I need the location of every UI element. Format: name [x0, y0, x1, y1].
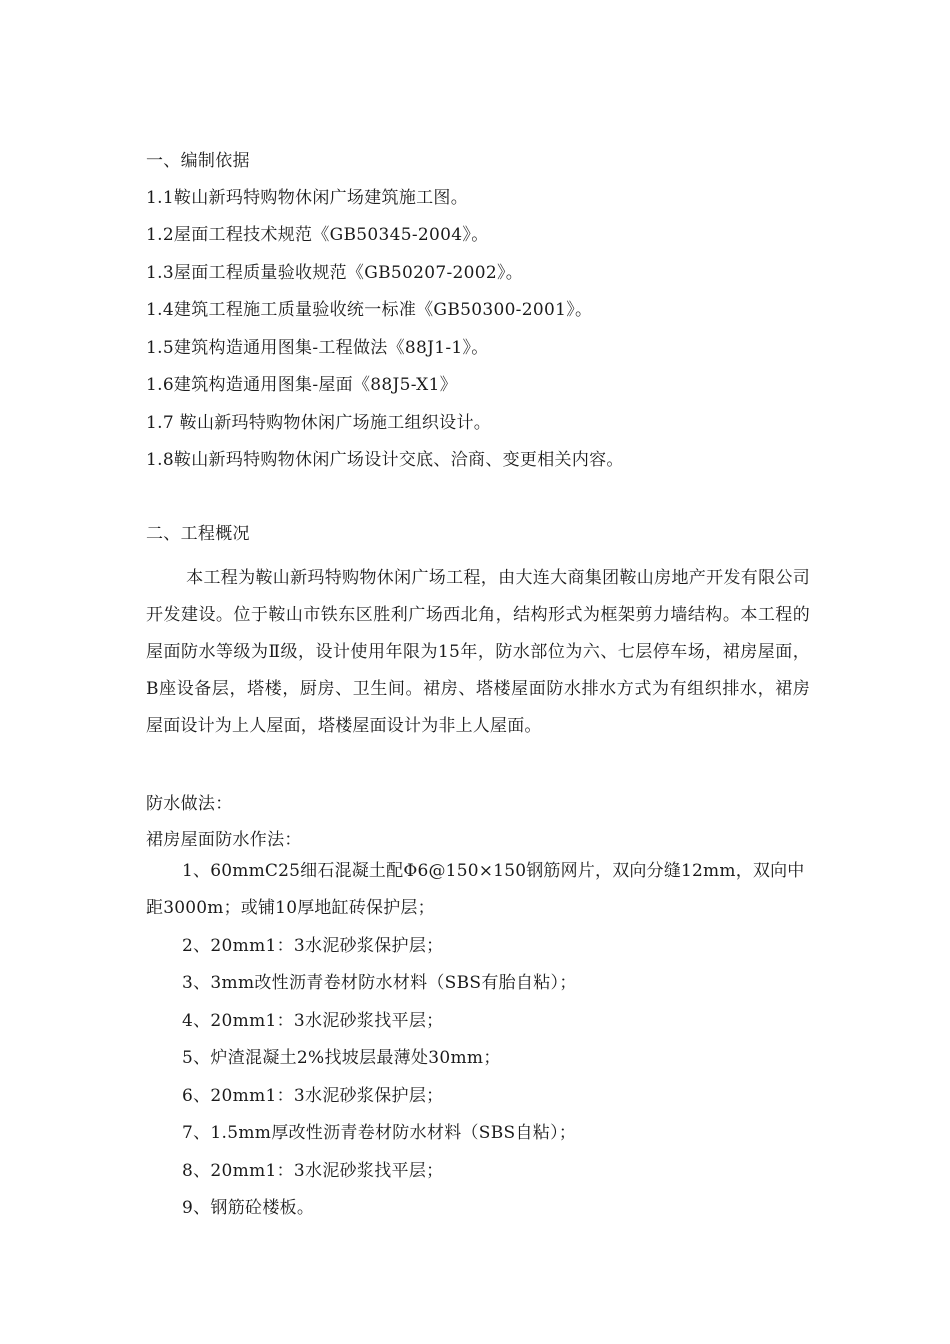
podium-item-text: 1、60mmC25细石混凝土配Φ6@150×150钢筋网片，双向分缝12mm，双向中距3000m；或铺10厚地缸砖保护层；	[146, 861, 805, 918]
basis-item: 1.2屋面工程技术规范《GB50345-2004》。	[146, 225, 489, 245]
basis-item: 1.3屋面工程质量验收规范《GB50207-2002》。	[146, 263, 524, 283]
podium-item: 7、1.5mm厚改性沥青卷材防水材料（SBS自粘）；	[182, 1123, 577, 1143]
basis-item: 1.4建筑工程施工质量验收统一标准《GB50300-2001》。	[146, 300, 593, 320]
overview-paragraph-text: 本工程为鞍山新玛特购物休闲广场工程，由大连大商集团鞍山房地产开发有限公司开发建设。位于鞍山市铁东区胜利广场西北角，结构形式为框架剪力墙结构。本工程的屋面防水等级为Ⅱ级，设计使用年限为15年，防水部位为六、七层停车场，裙房屋面，B座设备层，塔楼，厨房、卫生间。裙房、塔楼屋面防水排水方式为有组织排水，裙房屋面设计为上人屋面，塔楼屋面设计为非上人屋面。	[146, 568, 810, 736]
podium-item: 6、20mm1：3水泥砂浆保护层；	[182, 1086, 444, 1106]
basis-item: 1.5建筑构造通用图集-工程做法《88J1-1》。	[146, 338, 489, 358]
basis-item: 1.1鞍山新玛特购物休闲广场建筑施工图。	[146, 188, 469, 208]
section-heading-overview: 二、工程概况	[146, 524, 250, 544]
podium-item: 9、钢筋砼楼板。	[182, 1198, 315, 1218]
podium-item: 4、20mm1：3水泥砂浆找平层；	[182, 1011, 444, 1031]
section-heading-basis: 一、编制依据	[146, 151, 250, 171]
overview-paragraph	[146, 560, 810, 745]
podium-item: 2、20mm1：3水泥砂浆保护层；	[182, 936, 444, 956]
podium-item: 3、3mm改性沥青卷材防水材料（SBS有胎自粘）；	[182, 973, 577, 993]
podium-roof-label: 裙房屋面防水作法：	[146, 830, 302, 850]
basis-item: 1.7 鞍山新玛特购物休闲广场施工组织设计。	[146, 413, 492, 433]
basis-item: 1.8鞍山新玛特购物休闲广场设计交底、洽商、变更相关内容。	[146, 450, 624, 470]
podium-item	[146, 853, 810, 927]
method-label: 防水做法：	[146, 794, 233, 814]
podium-item: 8、20mm1：3水泥砂浆找平层；	[182, 1161, 444, 1181]
podium-item: 5、炉渣混凝土2%找坡层最薄处30mm；	[182, 1048, 501, 1068]
basis-item: 1.6建筑构造通用图集-屋面《88J5-X1》	[146, 375, 457, 395]
